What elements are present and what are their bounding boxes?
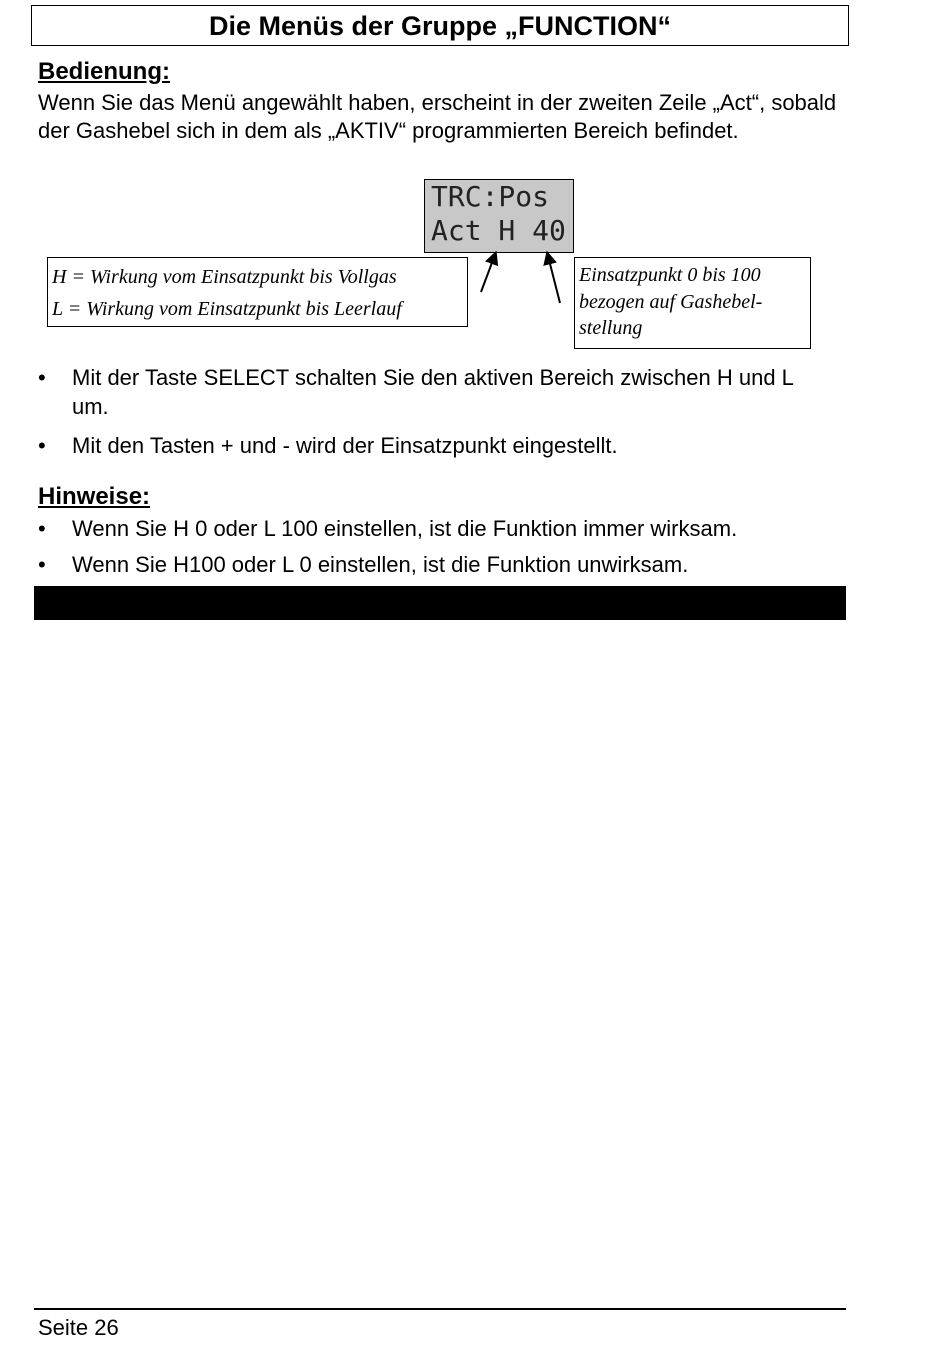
hinweise-bullet-list	[38, 514, 828, 579]
bullet-icon: •	[38, 552, 46, 577]
note-left-line-1: H = Wirkung vom Einsatzpunkt bis Vollgas	[52, 266, 397, 288]
bullet-icon: •	[38, 433, 46, 458]
footer-rule	[34, 1308, 846, 1310]
list-item	[38, 431, 828, 460]
bullet-text: Mit der Taste SELECT schalten Sie den aktiven Bereich zwischen H und L um.	[72, 365, 794, 419]
arrow-to-mode	[481, 252, 496, 292]
page-title: Die Menüs der Gruppe „FUNCTION“	[31, 5, 849, 46]
list-item	[38, 514, 828, 543]
bullet-text: Mit den Tasten + und - wird der Einsatzpunkt eingestellt.	[72, 433, 618, 458]
list-item	[38, 363, 828, 421]
note-box-right: Einsatzpunkt 0 bis 100 bezogen auf Gashebel-stellung	[574, 257, 811, 349]
bullet-text: Wenn Sie H 0 oder L 100 einstellen, ist die Funktion immer wirksam.	[72, 516, 738, 541]
lcd-line-1: TRC:Pos	[431, 180, 550, 213]
list-item	[38, 550, 828, 579]
note-left-line-2: L = Wirkung vom Einsatzpunkt bis Leerlauf	[52, 298, 402, 320]
page-number: Seite 26	[38, 1315, 119, 1340]
pointer-arrows	[0, 0, 950, 400]
bullet-icon: •	[38, 516, 46, 541]
lcd-line-2: Act H 40	[431, 214, 566, 247]
arrow-to-value	[547, 252, 560, 303]
section-heading-bedienung: Bedienung:	[38, 58, 170, 85]
black-divider-bar	[34, 586, 846, 620]
intro-paragraph: Wenn Sie das Menü angewählt haben, erscheint in der zweiten Zeile „Act“, sobald der Gashebel sich in dem als „AKTIV“ programmierten Bereich befindet.	[38, 90, 837, 143]
section-heading-hinweise: Hinweise:	[38, 483, 151, 510]
bullet-text: Wenn Sie H100 oder L 0 einstellen, ist die Funktion unwirksam.	[72, 552, 689, 577]
bedienung-bullet-list	[38, 363, 828, 460]
bullet-icon: •	[38, 365, 46, 390]
